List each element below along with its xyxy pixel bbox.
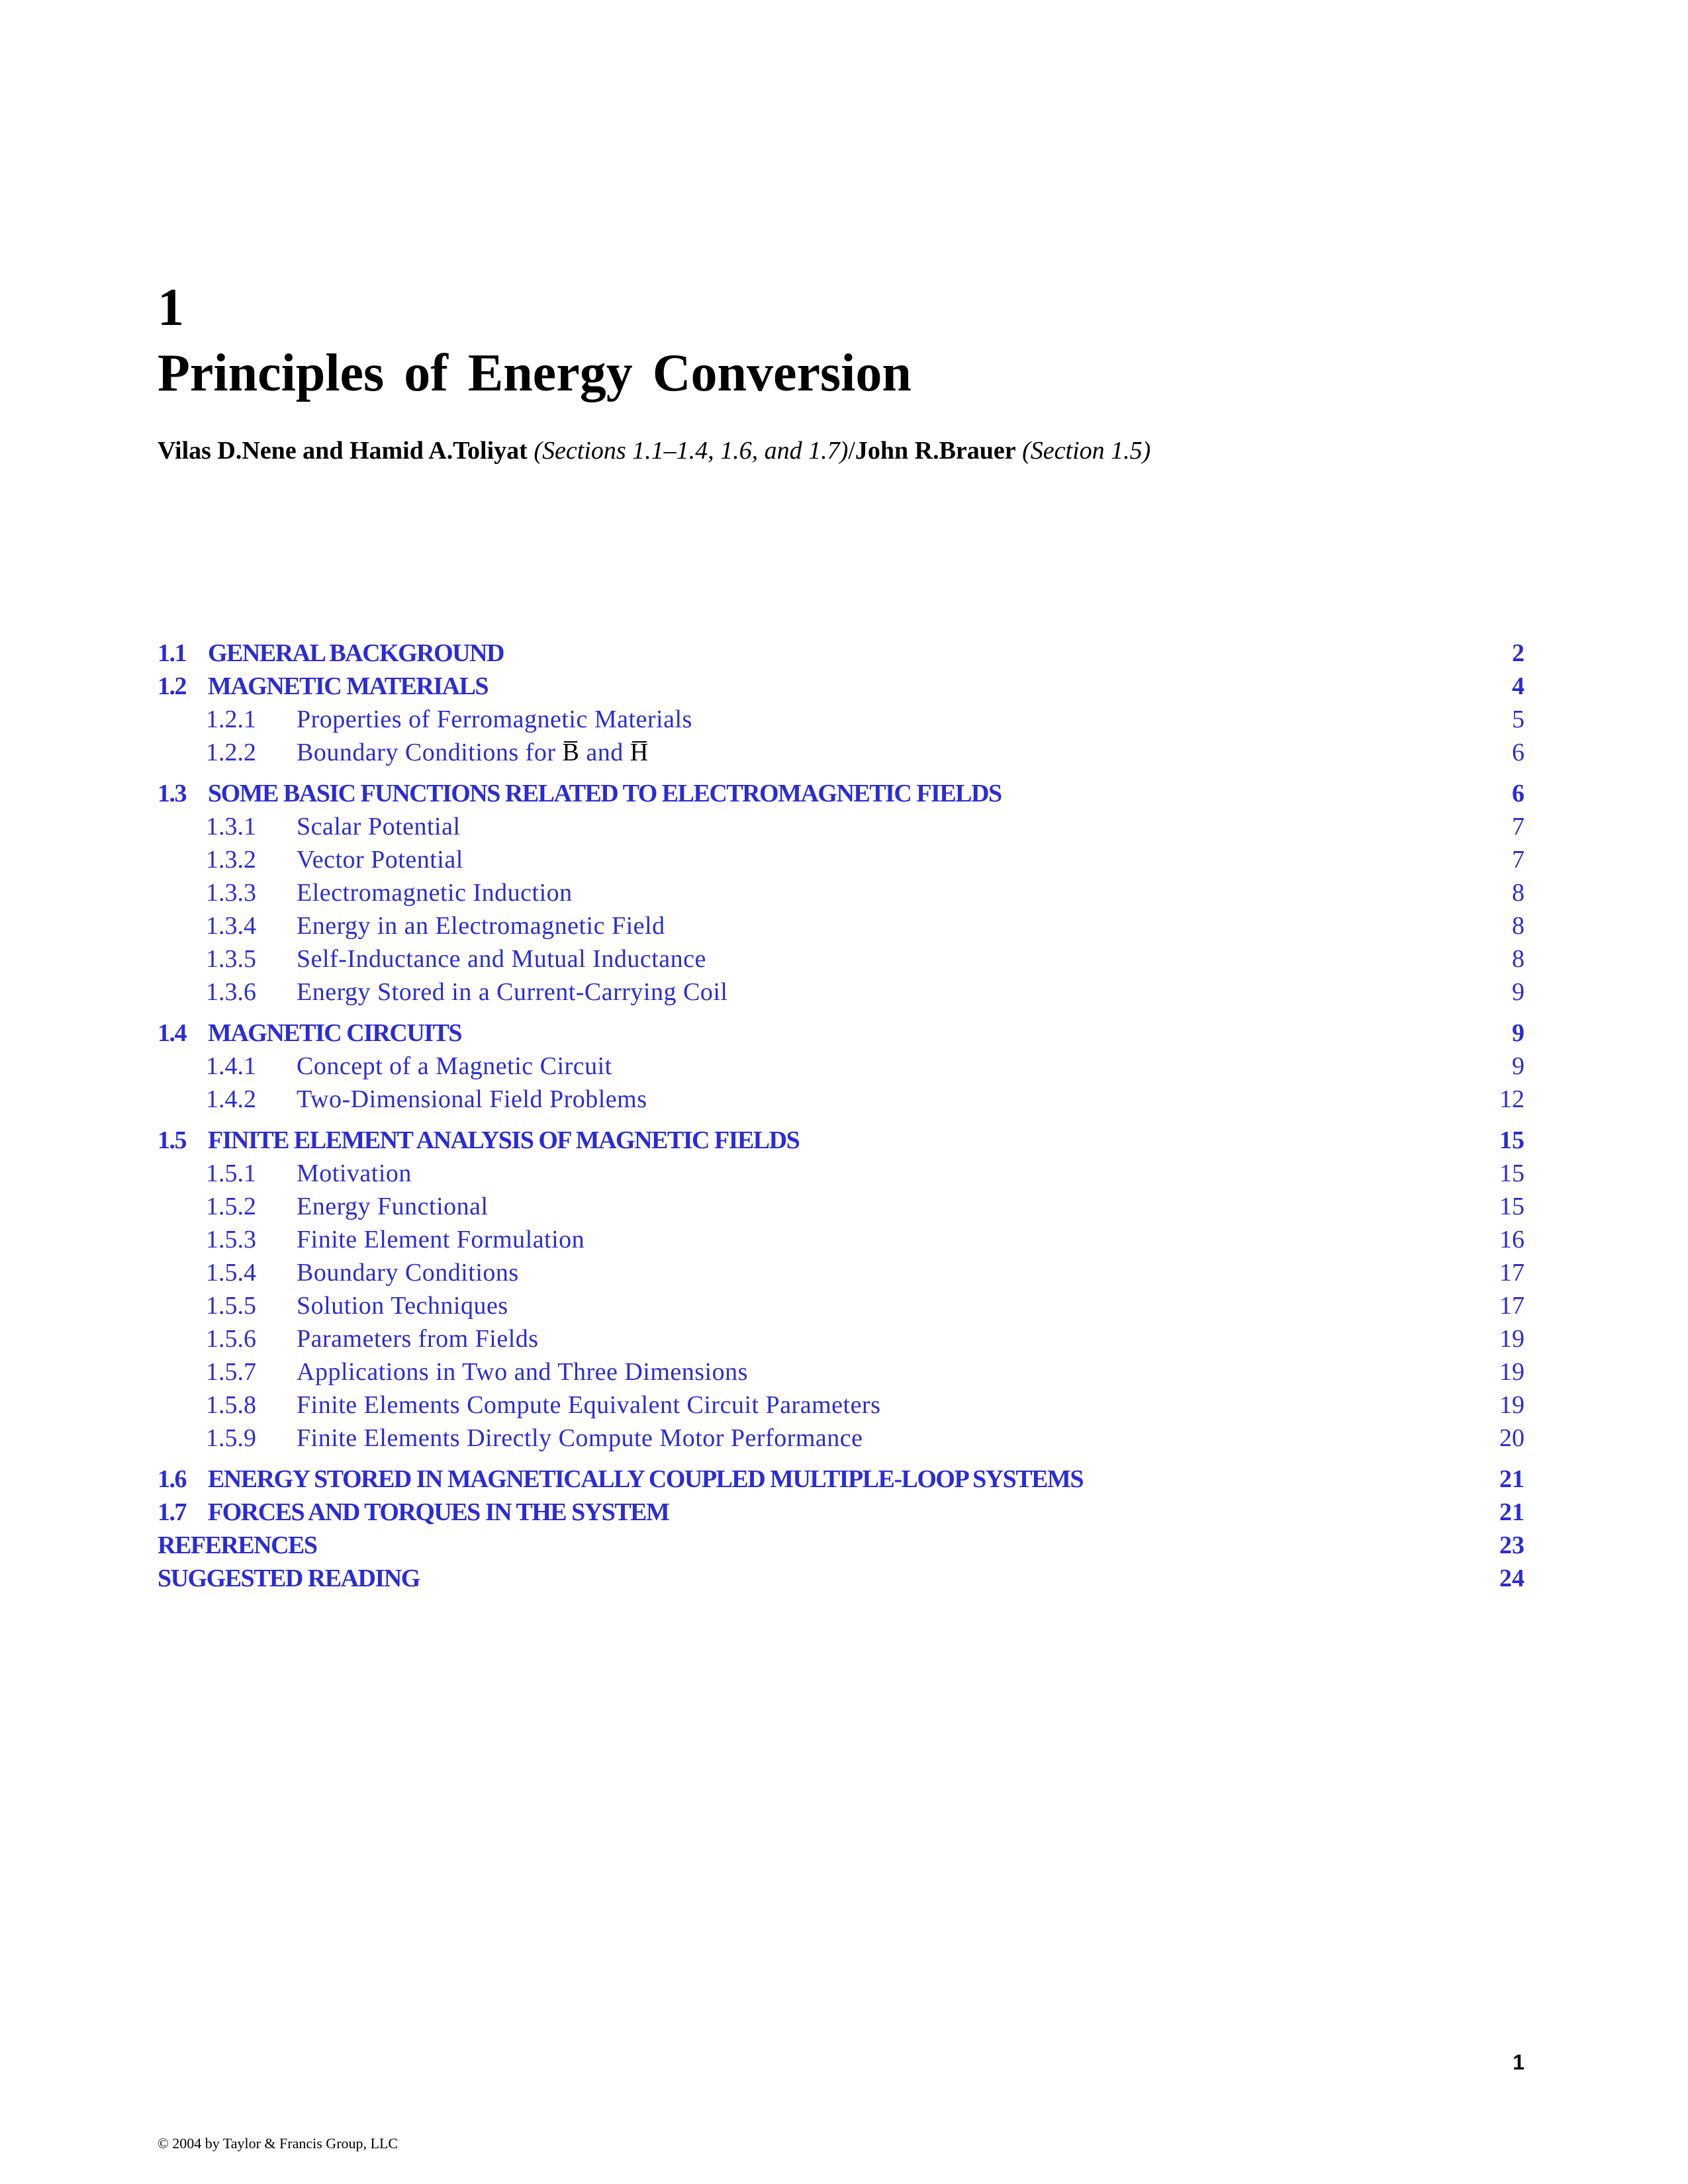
- toc-entry-1-3-6[interactable]: [158, 976, 1524, 1009]
- toc-page: 19: [1499, 1358, 1524, 1386]
- toc-title: Finite Elements Directly Compute Motor Performance: [297, 1424, 863, 1452]
- toc-number: 1.5.2: [206, 1193, 256, 1220]
- toc-title: SOME BASIC FUNCTIONS RELATED TO ELECTROMAGNETIC FIELDS: [208, 780, 1002, 807]
- toc-title: Electromagnetic Induction: [297, 879, 573, 907]
- toc-title: REFERENCES: [158, 1531, 317, 1559]
- toc-page: 19: [1499, 1325, 1524, 1353]
- toc-page: 7: [1512, 846, 1524, 874]
- toc-entry-1-5-1[interactable]: [158, 1157, 1524, 1190]
- toc-page: 24: [1499, 1565, 1524, 1592]
- toc-number: 1.3.1: [206, 813, 256, 841]
- toc-page: 9: [1512, 978, 1524, 1006]
- toc-title: Solution Techniques: [297, 1292, 508, 1320]
- toc-number: 1.4.1: [206, 1052, 256, 1080]
- toc-number: 1.5.1: [206, 1160, 256, 1187]
- toc-entry-1-3[interactable]: [158, 777, 1524, 810]
- toc-title: Self-Inductance and Mutual Inductance: [297, 945, 706, 973]
- authors-group-1: Vilas D.Nene and Hamid A.Toliyat: [158, 437, 528, 465]
- toc-number: 1.2.2: [206, 739, 256, 766]
- toc-page: 15: [1499, 1193, 1524, 1220]
- toc-entry-1-5-2[interactable]: [158, 1190, 1524, 1223]
- toc-page: 19: [1499, 1391, 1524, 1419]
- toc-title: SUGGESTED READING: [158, 1565, 420, 1592]
- toc-number: 1.5.7: [206, 1358, 256, 1386]
- toc-page: 5: [1512, 705, 1524, 733]
- toc-page: 21: [1499, 1498, 1524, 1526]
- toc-entry-1-1[interactable]: [158, 637, 1524, 670]
- vector-h-symbol: H: [630, 736, 649, 769]
- toc-number: 1.3.2: [206, 846, 256, 874]
- toc-entry-1-5-9[interactable]: [158, 1422, 1524, 1455]
- toc-title: Properties of Ferromagnetic Materials: [297, 705, 692, 733]
- authors-sections-1: (Sections 1.1–1.4, 1.6, and 1.7): [534, 437, 849, 465]
- chapter-number: 1: [158, 279, 184, 337]
- page-number: 1: [1513, 2050, 1524, 2074]
- vector-b-symbol: B: [562, 736, 579, 769]
- toc-page: 9: [1512, 1052, 1524, 1080]
- toc-entry-1-5-3[interactable]: [158, 1223, 1524, 1256]
- toc-entry-1-4[interactable]: [158, 1017, 1524, 1050]
- toc-title: Vector Potential: [297, 846, 463, 874]
- toc-number: 1.5.3: [206, 1226, 256, 1253]
- toc-title: Parameters from Fields: [297, 1325, 539, 1353]
- toc-number: 1.3: [158, 780, 186, 807]
- toc-number: 1.5.5: [206, 1292, 256, 1320]
- toc-title: FINITE ELEMENT ANALYSIS OF MAGNETIC FIELDS: [208, 1126, 800, 1154]
- toc-title-and: and: [586, 739, 624, 766]
- toc-number: 1.3.3: [206, 879, 256, 907]
- toc-entry-1-6[interactable]: [158, 1463, 1524, 1496]
- toc-entry-1-5-8[interactable]: [158, 1388, 1524, 1422]
- toc-number: 1.1: [158, 639, 186, 667]
- toc-title: MAGNETIC CIRCUITS: [208, 1019, 462, 1047]
- toc-entry-suggested-reading[interactable]: [158, 1562, 1524, 1595]
- toc-title: Motivation: [297, 1160, 412, 1187]
- toc-number: 1.5.4: [206, 1259, 256, 1287]
- toc-title: Concept of a Magnetic Circuit: [297, 1052, 612, 1080]
- toc-entry-references[interactable]: [158, 1529, 1524, 1562]
- toc-title: Boundary Conditions: [297, 1259, 519, 1287]
- table-of-contents: [158, 637, 1524, 1595]
- toc-number: 1.6: [158, 1465, 186, 1493]
- toc-entry-1-3-4[interactable]: [158, 909, 1524, 942]
- toc-page: 12: [1499, 1085, 1524, 1113]
- toc-entry-1-5-4[interactable]: [158, 1256, 1524, 1289]
- copyright-notice: © 2004 by Taylor & Francis Group, LLC: [158, 2135, 399, 2152]
- toc-title: MAGNETIC MATERIALS: [208, 672, 489, 700]
- toc-title: ENERGY STORED IN MAGNETICALLY COUPLED MULTIPLE-LOOP SYSTEMS: [208, 1465, 1084, 1493]
- toc-entry-1-3-3[interactable]: [158, 876, 1524, 909]
- toc-title: Finite Element Formulation: [297, 1226, 585, 1253]
- toc-page: 15: [1499, 1126, 1524, 1154]
- toc-page: 23: [1499, 1531, 1524, 1559]
- toc-entry-1-7[interactable]: [158, 1496, 1524, 1529]
- toc-page: 20: [1499, 1424, 1524, 1452]
- toc-number: 1.4: [158, 1019, 186, 1047]
- toc-number: 1.5.6: [206, 1325, 256, 1353]
- toc-page: 7: [1512, 813, 1524, 841]
- toc-page: 8: [1512, 912, 1524, 940]
- toc-page: 17: [1499, 1259, 1524, 1287]
- toc-title: [297, 736, 649, 769]
- toc-title: Scalar Potential: [297, 813, 461, 841]
- toc-page: 21: [1499, 1465, 1524, 1493]
- toc-title: FORCES AND TORQUES IN THE SYSTEM: [208, 1498, 669, 1526]
- toc-title: Energy in an Electromagnetic Field: [297, 912, 665, 940]
- authors-line: [158, 438, 1150, 463]
- toc-number: 1.3.5: [206, 945, 256, 973]
- toc-number: 1.2.1: [206, 705, 256, 733]
- toc-title: Two-Dimensional Field Problems: [297, 1085, 647, 1113]
- toc-page: 8: [1512, 945, 1524, 973]
- toc-entry-1-3-2[interactable]: [158, 843, 1524, 876]
- toc-page: 8: [1512, 879, 1524, 907]
- toc-page: 16: [1499, 1226, 1524, 1253]
- toc-entry-1-5-5[interactable]: [158, 1289, 1524, 1322]
- toc-page: 9: [1512, 1019, 1524, 1047]
- toc-entry-1-2-1[interactable]: [158, 703, 1524, 736]
- authors-separator: /: [848, 437, 855, 465]
- toc-title: Applications in Two and Three Dimensions: [297, 1358, 748, 1386]
- toc-entry-1-5-7[interactable]: [158, 1355, 1524, 1388]
- toc-title-prefix: Boundary Conditions for: [297, 739, 556, 766]
- toc-page: 17: [1499, 1292, 1524, 1320]
- toc-page: 4: [1512, 672, 1524, 700]
- toc-number: 1.3.4: [206, 912, 256, 940]
- toc-entry-1-4-1[interactable]: [158, 1050, 1524, 1083]
- toc-title: Energy Stored in a Current-Carrying Coil: [297, 978, 728, 1006]
- toc-number: 1.3.6: [206, 978, 256, 1006]
- toc-entry-1-3-5[interactable]: [158, 942, 1524, 976]
- toc-page: 6: [1512, 739, 1524, 766]
- toc-entry-1-5[interactable]: [158, 1124, 1524, 1157]
- toc-entry-1-5-6[interactable]: [158, 1322, 1524, 1355]
- toc-title: Finite Elements Compute Equivalent Circuit Parameters: [297, 1391, 881, 1419]
- toc-number: 1.2: [158, 672, 186, 700]
- toc-page: 15: [1499, 1160, 1524, 1187]
- toc-entry-1-4-2[interactable]: [158, 1083, 1524, 1116]
- toc-title: Energy Functional: [297, 1193, 489, 1220]
- toc-page: 6: [1512, 780, 1524, 807]
- toc-entry-1-2[interactable]: [158, 670, 1524, 703]
- toc-number: 1.5: [158, 1126, 186, 1154]
- toc-number: 1.5.8: [206, 1391, 256, 1419]
- toc-entry-1-2-2[interactable]: [158, 736, 1524, 769]
- toc-page: 2: [1512, 639, 1524, 667]
- toc-number: 1.5.9: [206, 1424, 256, 1452]
- authors-sections-2: (Section 1.5): [1022, 437, 1151, 465]
- toc-number: 1.7: [158, 1498, 186, 1526]
- authors-group-2: John R.Brauer: [855, 437, 1016, 465]
- toc-entry-1-3-1[interactable]: [158, 810, 1524, 843]
- toc-title: GENERAL BACKGROUND: [208, 639, 504, 667]
- chapter-title: Principles of Energy Conversion: [158, 344, 912, 402]
- toc-number: 1.4.2: [206, 1085, 256, 1113]
